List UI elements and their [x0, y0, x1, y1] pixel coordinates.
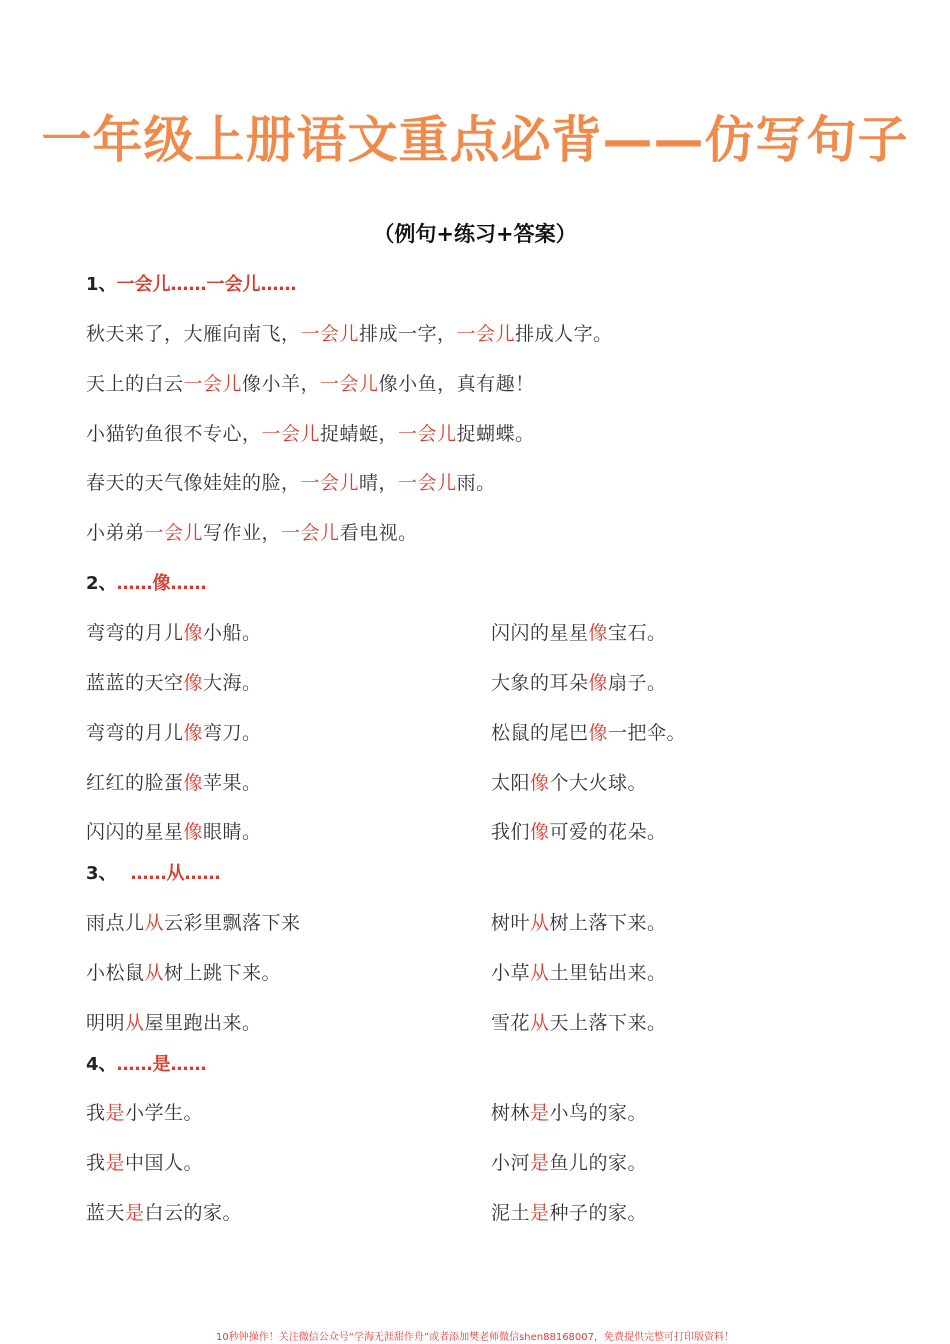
sentence-line: 树叶从树上落下来。	[491, 912, 667, 934]
sentence-line: 闪闪的星星像宝石。	[491, 622, 667, 644]
sentence-line: 泥土是种子的家。	[491, 1202, 648, 1224]
sentence-line: 弯弯的月儿像小船。	[86, 622, 262, 644]
sentence-line: 松鼠的尾巴像一把伞。	[491, 722, 687, 744]
section-4-heading	[86, 1050, 207, 1076]
section-pattern: ……像……	[116, 573, 207, 594]
sentence-line: 红红的脸蛋像苹果。	[86, 772, 262, 794]
sentence-line: 小草从土里钻出来。	[491, 962, 667, 984]
footer-notice: 10秒钟操作！关注微信公众号“学海无涯甜作舟”或者添加樊老师微信shen88168007，免费提供完整可打印版资料！	[215, 1332, 735, 1343]
sentence-line: 我是小学生。	[86, 1102, 204, 1124]
sentence-line: 弯弯的月儿像弯刀。	[86, 722, 262, 744]
page-title: 一年级上册语文重点必背——仿写句子	[41, 111, 909, 169]
sentence-line: 我是中国人。	[86, 1152, 204, 1174]
section-pattern: 一会儿……一会儿……	[116, 274, 297, 295]
section-number: 3、	[86, 863, 117, 884]
sentence-line: 小猫钓鱼很不专心，一会儿捉蜻蜓，一会儿捉蝴蝶。	[86, 423, 535, 445]
section-pattern: ……是……	[116, 1054, 207, 1075]
sentence-line: 天上的白云一会儿像小羊，一会儿像小鱼，真有趣！	[86, 373, 535, 395]
section-pattern: ……从……	[130, 863, 221, 884]
page-subtitle: （例句+练习+答案）	[373, 222, 577, 246]
section-2-heading	[86, 569, 207, 595]
sentence-line: 小河是鱼儿的家。	[491, 1152, 648, 1174]
sentence-line: 太阳像个大火球。	[491, 772, 648, 794]
section-number: 1、	[86, 274, 117, 295]
section-1-heading	[86, 270, 297, 296]
sentence-line: 闪闪的星星像眼睛。	[86, 821, 262, 843]
sentence-line: 我们像可爱的花朵。	[491, 821, 667, 843]
sentence-line: 雨点儿从云彩里飘落下来	[86, 912, 301, 934]
sentence-line: 雪花从天上落下来。	[491, 1012, 667, 1034]
sentence-line: 春天的天气像娃娃的脸，一会儿晴，一会儿雨。	[86, 472, 496, 494]
sentence-line: 明明从屋里跑出来。	[86, 1012, 262, 1034]
sentence-line: 大象的耳朵像扇子。	[491, 672, 667, 694]
sentence-line: 蓝天是白云的家。	[86, 1202, 243, 1224]
sentence-line: 蓝蓝的天空像大海。	[86, 672, 262, 694]
sentence-line: 树林是小鸟的家。	[491, 1102, 648, 1124]
sentence-line: 小弟弟一会儿写作业，一会儿看电视。	[86, 522, 418, 544]
sentence-line: 秋天来了，大雁向南飞，一会儿排成一字，一会儿排成人字。	[86, 323, 613, 345]
section-number: 2、	[86, 573, 117, 594]
section-number: 4、	[86, 1054, 117, 1075]
section-3-heading	[86, 859, 221, 885]
sentence-line: 小松鼠从树上跳下来。	[86, 962, 282, 984]
